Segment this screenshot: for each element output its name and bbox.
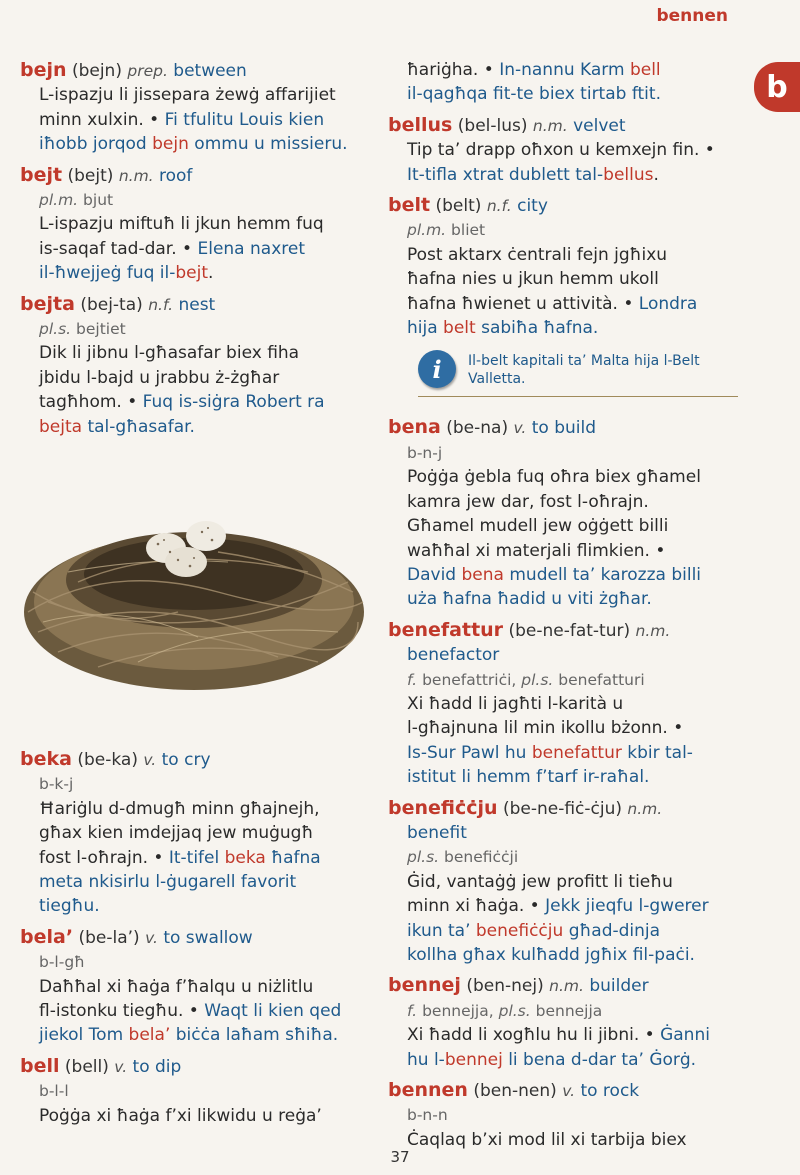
headword: benefiċċju xyxy=(388,796,498,819)
definition-line: L-ispazju miftuħ li jkun hemm fuq xyxy=(39,214,324,235)
entry-belt: belt (belt) n.f. city pl.m. bliet Post aktarx ċentrali fejn jgħixu ħafna nies u jkun hemm ukoll ħafna ħwienet u attività. • Londra hija belt sabiħa ħafna. xyxy=(388,193,738,340)
translation: to cry xyxy=(161,750,211,770)
example-text: ikun ta’ xyxy=(407,920,471,941)
example-keyword: bejt xyxy=(175,263,209,284)
letter-tab: b xyxy=(754,62,800,112)
example-keyword: bela’ xyxy=(128,1025,171,1046)
grammar-form: bennejja, xyxy=(422,1001,494,1020)
part-of-speech: prep. xyxy=(127,62,168,80)
translation: to dip xyxy=(132,1056,182,1077)
root-letters: b-l-l xyxy=(39,1082,69,1101)
definition-line: tagħhom. xyxy=(39,392,122,413)
grammar-label: pl.s. xyxy=(407,848,440,867)
definition-line: ħafna ħwienet u attività. xyxy=(407,293,618,314)
translation: benefactor xyxy=(407,645,500,666)
pronunciation: (bej-ta) xyxy=(80,294,143,315)
pronunciation: (be-ka) xyxy=(77,750,138,770)
right-column xyxy=(388,58,738,1158)
part-of-speech: v. xyxy=(513,419,527,438)
headword: bejt xyxy=(20,163,63,186)
entry-bennej: bennej (ben-nej) n.m. builder f. bennejja, pl.s. bennejja Xi ħadd li xogħlu hu li jibni. • Ġanni hu l-bennej li bena d-dar ta’ Ġorġ. xyxy=(388,974,710,1070)
part-of-speech: v. xyxy=(145,928,158,947)
example-text: uża ħafna ħadid u viti żgħar. xyxy=(407,589,652,610)
pronunciation: (be-na) xyxy=(446,418,509,439)
root-letters: b-k-j xyxy=(39,775,74,794)
translation: benefit xyxy=(407,822,467,843)
grammar-label: pl.m. xyxy=(407,221,447,240)
example-text: David xyxy=(407,564,457,585)
example-keyword: benefiċċju xyxy=(475,920,564,941)
definition-line: Ċaqlaq b’xi mod lil xi tarbija biex xyxy=(407,1129,687,1150)
entry-bejta: bejta (bej-ta) n.f. nest pl.s. bejtiet Dik li jibnu l-għasafar biex fiha jbidu l-bajd u jrabbu ż-żgħar tagħhom. • Fuq is-siġra Robert ra bejta tal-għasafar. xyxy=(20,292,375,439)
definition-line: Għamel mudell jew oġġett billi xyxy=(407,516,669,537)
example-text: mudell ta’ karozza billi xyxy=(509,564,702,585)
part-of-speech: n.f. xyxy=(148,295,174,314)
example-text: hu l- xyxy=(407,1049,445,1070)
headword: bejta xyxy=(20,292,75,315)
entry-bell-continued: ħariġha. • In-nannu Karm bell il-qagħqa fit-te biex tirtab ftit. xyxy=(388,58,738,107)
translation: nest xyxy=(178,294,216,315)
example-text: Fi tfulitu Louis kien xyxy=(164,109,325,130)
definition-line: Tip ta’ drapp oħxon u kemxejn fin. xyxy=(407,140,700,161)
part-of-speech: n.m. xyxy=(118,166,154,185)
grammar-label: pl.s. xyxy=(498,1001,531,1020)
definition-line: fl-istonku tiegħu. xyxy=(39,1001,184,1022)
translation: roof xyxy=(159,165,193,186)
headword: bena xyxy=(388,416,441,439)
example-text: Waqt li kien qed xyxy=(204,1001,342,1022)
grammar-label: pl.m. xyxy=(39,191,79,210)
example-text: meta nkisirlu l-ġugarell favorit xyxy=(39,872,297,893)
grammar-label: pl.s. xyxy=(521,670,554,689)
example-text: Londra xyxy=(638,293,698,314)
pronunciation: (be-ne-fiċ-ċju) xyxy=(502,798,623,819)
running-header-word: bennen xyxy=(656,6,728,26)
pronunciation: (ben-nen) xyxy=(473,1081,557,1102)
definition-line: Post aktarx ċentrali fejn jgħixu xyxy=(407,244,668,265)
root-letters: b-n-j xyxy=(407,443,443,462)
example-text: Jekk jieqfu l-gwerer xyxy=(545,896,709,917)
definition-line: Daħħal xi ħaġa f’ħalqu u niżlitlu xyxy=(39,976,314,997)
example-text: il-qagħqa fit-te biex tirtab ftit. xyxy=(407,84,661,105)
example-keyword: belt xyxy=(443,318,476,339)
example-text: Elena naxret xyxy=(197,238,305,259)
example-text: tiegħu. xyxy=(39,896,100,917)
info-note-line: Il-belt kapitali ta’ Malta hija l-Belt xyxy=(468,353,700,370)
pronunciation: (belt) xyxy=(435,196,482,217)
part-of-speech: v. xyxy=(143,751,157,769)
definition-line: għax kien imdejjaq jew muġugħ xyxy=(39,823,314,844)
example-text: istitut li hemm f’tarf ir-raħal. xyxy=(407,767,650,788)
part-of-speech: n.m. xyxy=(627,799,663,818)
definition-line: fost l-oħrajn. xyxy=(39,847,149,868)
grammar-label: f. xyxy=(407,1001,418,1020)
headword: bela’ xyxy=(20,925,74,948)
example-keyword: bell xyxy=(629,60,661,80)
example-text: kbir tal- xyxy=(627,742,693,763)
translation: to rock xyxy=(580,1081,640,1102)
pronunciation: (ben-nej) xyxy=(466,976,544,997)
example-text: ommu u missieru. xyxy=(194,134,348,155)
entry-bellus: bellus (bel-lus) n.m. velvet Tip ta’ drapp oħxon u kemxejn fin. • It-tifla xtrat dublett tal-bellus. xyxy=(388,113,715,185)
headword: benefattur xyxy=(388,618,504,641)
grammar-label: pl.s. xyxy=(39,320,72,339)
headword: bejn xyxy=(20,59,67,81)
example-text: kollha għax kulħadd jgħix fil-paċi. xyxy=(407,945,695,965)
definition-line: waħħal xi materjali flimkien. xyxy=(407,540,650,561)
definition-line: Poġġa xi ħaġa f’xi likwidu u reġa’ xyxy=(39,1105,322,1126)
bird-nest-illustration xyxy=(18,462,370,724)
example-keyword: bena xyxy=(461,564,504,585)
headword: beka xyxy=(20,748,72,770)
definition-line: Ħariġlu d-dmugħ minn għajnejh, xyxy=(39,798,320,819)
example-text: It-tifel xyxy=(168,847,220,868)
definition-line: Ġid, vantaġġ jew profitt li tieħu xyxy=(407,871,673,892)
example-text: ħafna xyxy=(271,847,321,868)
entry-beneficcju: benefiċċju (be-ne-fiċ-ċju) n.m. benefit pl.s. benefiċċji Ġid, vantaġġ jew profitt li tieħu minn xi ħaġa. • Jekk jieqfu l-gwerer ikun ta’ benefiċċju għad-dinja kollha għax kulħadd jgħix fil-paċi. xyxy=(388,796,738,968)
definition-line: minn xulxin. xyxy=(39,109,144,130)
example-text: li bena d-dar ta’ Ġorġ. xyxy=(508,1049,697,1070)
grammar-form: bejtiet xyxy=(76,320,126,339)
example-text: Is-Sur Pawl hu xyxy=(407,742,527,763)
entry-bennen xyxy=(388,1078,738,1152)
part-of-speech: n.m. xyxy=(635,621,671,640)
headword: bell xyxy=(20,1054,60,1077)
entry-bell xyxy=(20,1054,375,1128)
pronunciation: (bejt) xyxy=(67,165,114,186)
grammar-form: bjut xyxy=(83,191,114,210)
part-of-speech: n.m. xyxy=(532,116,568,135)
definition-line: Poġġa ġebla fuq oħra biex għamel xyxy=(407,467,701,488)
pronunciation: (be-ne-fat-tur) xyxy=(508,620,631,641)
definition-line: is-saqaf tad-dar. xyxy=(39,238,177,259)
headword: bennen xyxy=(388,1079,468,1102)
example-text: In-nannu Karm xyxy=(499,60,625,80)
example-text: Fuq is-siġra Robert ra xyxy=(142,392,325,413)
grammar-form: benefiċċji xyxy=(444,848,519,867)
definition-line: kamra jew dar, fost l-oħrajn. xyxy=(407,491,649,512)
definition-line: minn xi ħaġa. xyxy=(407,896,525,917)
translation: to swallow xyxy=(163,927,253,948)
example-keyword: beka xyxy=(224,847,266,868)
definition-line: Xi ħadd li xogħlu hu li jibni. xyxy=(407,1025,640,1046)
pronunciation: (be-la’) xyxy=(78,927,140,948)
grammar-form: benefattriċi, xyxy=(422,670,517,689)
example-keyword: bennej xyxy=(444,1049,503,1070)
entry-bejn: bejn (bejn) prep. between L-ispazju li jissepara żewġ affarijiet minn xulxin. • Fi tfulitu Louis kien iħobb jorqod bejn ommu u missieru. xyxy=(20,58,375,157)
definition-line: jbidu l-bajd u jrabbu ż-żgħar xyxy=(39,367,280,388)
left-column-lower xyxy=(20,747,375,1134)
definition-line: L-ispazju li jissepara żewġ affarijiet xyxy=(39,85,336,106)
entry-bena: bena (be-na) v. to build b-n-j Poġġa ġebla fuq oħra biex għamel kamra jew dar, fost l-oħrajn. Għamel mudell jew oġġett billi waħħal xi materjali flimkien. • David bena mudell ta’ karozza billi uża ħafna ħadid u viti żgħar. xyxy=(388,415,738,611)
part-of-speech: n.f. xyxy=(486,197,512,216)
example-text: jiekol Tom xyxy=(39,1025,124,1046)
definition-line: Dik li jibnu l-għasafar biex fiha xyxy=(39,343,300,364)
headword: belt xyxy=(388,194,431,217)
example-text: iħobb jorqod xyxy=(39,134,147,155)
headword: bennej xyxy=(388,974,461,997)
example-text: sabiħa ħafna. xyxy=(481,318,599,339)
definition-line: ħafna nies u jkun hemm ukoll xyxy=(407,269,659,290)
left-column xyxy=(20,58,375,445)
example-keyword: benefattur xyxy=(531,742,622,763)
translation: builder xyxy=(589,976,649,997)
translation: city xyxy=(517,196,548,217)
example-text: tal-għasafar. xyxy=(87,416,195,437)
part-of-speech: n.m. xyxy=(549,977,584,996)
part-of-speech: v. xyxy=(562,1082,576,1101)
grammar-form: benefatturi xyxy=(558,670,645,689)
example-text: għad-dinja xyxy=(568,920,661,941)
grammar-form: bliet xyxy=(451,221,486,240)
example-text: Ġanni xyxy=(660,1025,710,1046)
info-note xyxy=(418,346,738,397)
entry-benefattur: benefattur (be-ne-fat-tur) n.m. benefactor f. benefattriċi, pl.s. benefatturi Xi ħadd li jagħti l-karità u l-għajnuna lil min ikollu bżonn. • Is-Sur Pawl hu benefattur kbir tal- istitut li hemm f’tarf ir-raħal. xyxy=(388,618,738,790)
grammar-form: bennejja xyxy=(535,1001,603,1020)
translation: velvet xyxy=(573,115,626,136)
pronunciation: (bejn) xyxy=(71,61,122,81)
example-text: hija xyxy=(407,318,438,339)
example-keyword: bejn xyxy=(152,134,189,155)
example-text: biċċa laħam sħiħa. xyxy=(175,1025,339,1046)
root-letters: b-l-għ xyxy=(39,953,85,972)
entry-bela: bela’ (be-la’) v. to swallow b-l-għ Daħħal xi ħaġa f’ħalqu u niżlitlu fl-istonku tiegħu. • Waqt li kien qed jiekol Tom bela’ biċċa laħam sħiħa. xyxy=(20,925,375,1048)
definition-line: l-għajnuna lil min ikollu bżonn. xyxy=(407,718,668,739)
pronunciation: (bel-lus) xyxy=(457,115,528,136)
headword: bellus xyxy=(388,113,453,136)
entry-bejt: bejt (bejt) n.m. roof pl.m. bjut L-ispazju miftuħ li jkun hemm fuq is-saqaf tad-dar. • Elena naxret il-ħwejjeġ fuq il-bejt. xyxy=(20,163,375,286)
translation: to build xyxy=(531,418,597,439)
info-icon: i xyxy=(418,350,456,388)
grammar-label: f. xyxy=(407,670,418,689)
definition-line: ħariġha. xyxy=(407,60,479,80)
info-note-line: Valletta. xyxy=(468,371,526,388)
entry-beka: beka (be-ka) v. to cry b-k-j Ħariġlu d-dmugħ minn għajnejh, għax kien imdejjaq jew muġugħ fost l-oħrajn. • It-tifel beka ħafna meta nkisirlu l-ġugarell favorit tiegħu. xyxy=(20,747,375,919)
pronunciation: (bell) xyxy=(64,1056,109,1077)
translation: between xyxy=(173,61,247,81)
root-letters: b-n-n xyxy=(407,1106,448,1125)
part-of-speech: v. xyxy=(114,1057,128,1076)
example-keyword: bejta xyxy=(39,416,83,437)
page-number: 37 xyxy=(390,1148,410,1166)
example-keyword: bellus xyxy=(603,164,654,185)
example-text: It-tifla xtrat dublett tal- xyxy=(407,164,604,185)
definition-line: Xi ħadd li jagħti l-karità u xyxy=(407,693,624,714)
example-text: il-ħwejjeġ fuq il- xyxy=(39,263,176,284)
